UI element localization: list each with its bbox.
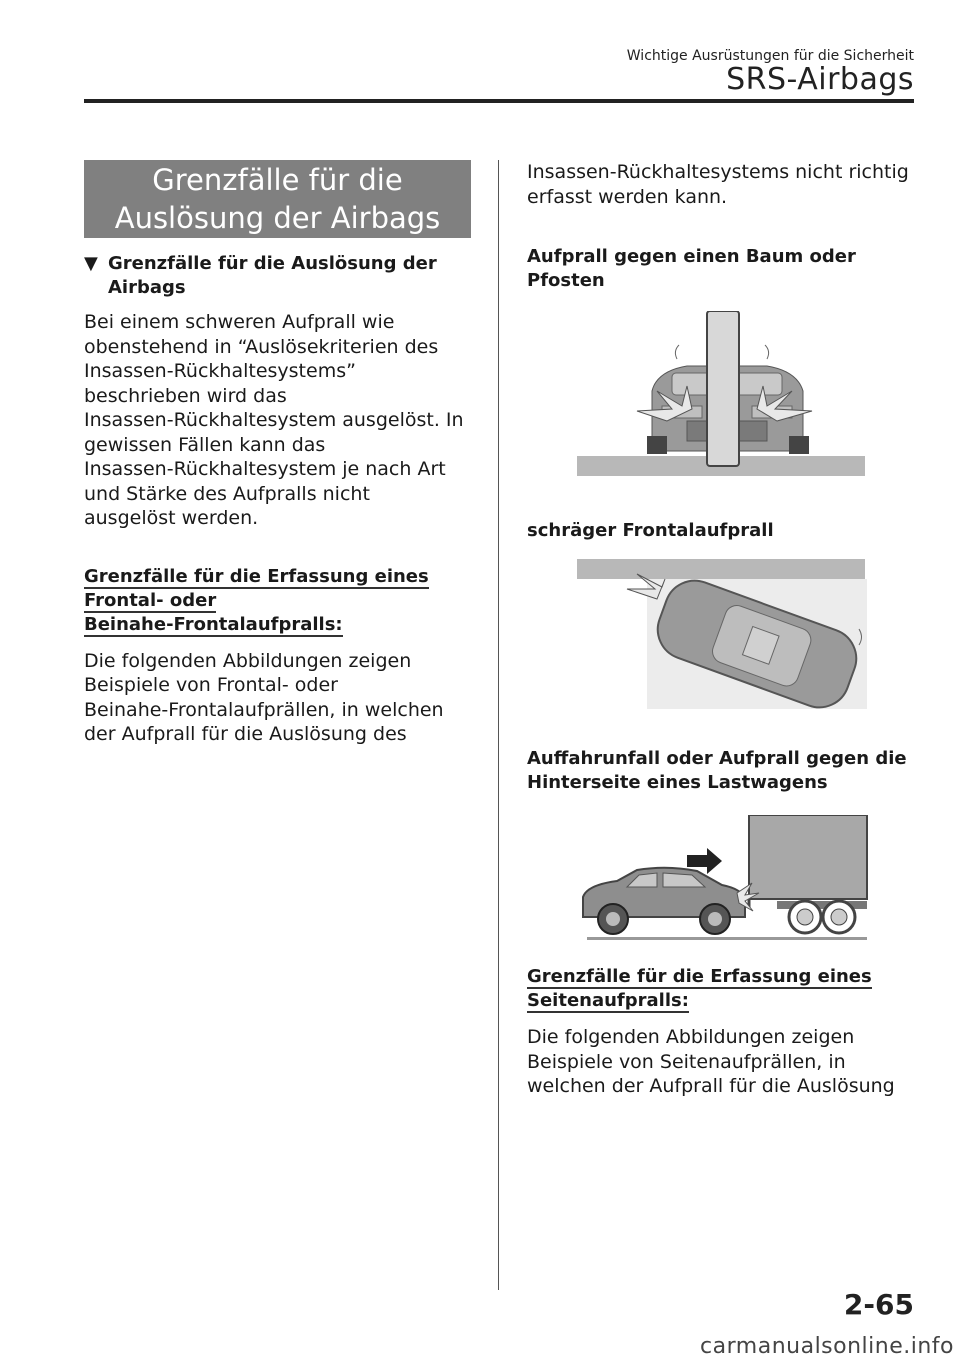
chapter-title-line2: Auslösung der Airbags [114,201,441,235]
frontal-heading: Grenzfälle für die Erfassung eines Frontal- oder Beinahe-Frontalaufpralls: [84,565,429,635]
continued-paragraph: Insassen-Rückhaltesystems nicht richtig erfasst werden kann. [527,161,909,208]
subheading [84,252,474,300]
case-pole-heading: Aufprall gegen einen Baum oder Pfosten [527,246,856,291]
case-truck-heading: Auffahrunfall oder Aufprall gegen die Hinterseite eines Lastwagens [527,748,907,793]
oblique-impact-illustration [577,559,917,709]
chapter-title-box [84,160,471,238]
right-column [527,160,917,1099]
frontal-paragraph: Die folgenden Abbildungen zeigen Beispiele von Frontal- oder Beinahe-Frontalaufprällen, in welchen der Aufprall für die Auslösung des [84,649,444,745]
side-paragraph: Die folgenden Abbildungen zeigen Beispiele von Seitenaufprällen, in welchen der Aufprall für die Auslösung [527,1026,895,1097]
triangle-marker-icon: ▼ [84,253,98,274]
header-rule [84,99,914,103]
side-heading: Grenzfälle für die Erfassung eines Seitenaufpralls: [527,966,872,1011]
section-breadcrumb: Wichtige Ausrüstungen für die Sicherheit [626,48,914,64]
watermark: carmanualsonline.info [700,1334,954,1359]
page-number: 2-65 [843,1288,914,1321]
chapter-title-line1: Grenzfälle für die [152,163,403,197]
column-divider [498,160,499,1290]
section-title: SRS-Airbags [726,62,914,97]
intro-paragraph: Bei einem schweren Aufprall wie obenstehend in “Auslösekriterien des Insassen-Rückhaltesystems” beschrieben wird das Insassen-Rückhaltesystem ausgelöst. In gewissen Fällen kann das Insassen-Rückhaltesystem je nach Art und Stärke des Aufpralls nicht ausgelöst werden. [84,311,464,529]
case-oblique-heading: schräger Frontalaufprall [527,520,774,541]
subheading-line2: Airbags [108,277,186,298]
pole-impact-illustration [577,311,917,481]
subheading-line1: Grenzfälle für die Auslösung der [108,253,437,274]
truck-impact-illustration [577,815,917,943]
left-column [84,160,474,747]
